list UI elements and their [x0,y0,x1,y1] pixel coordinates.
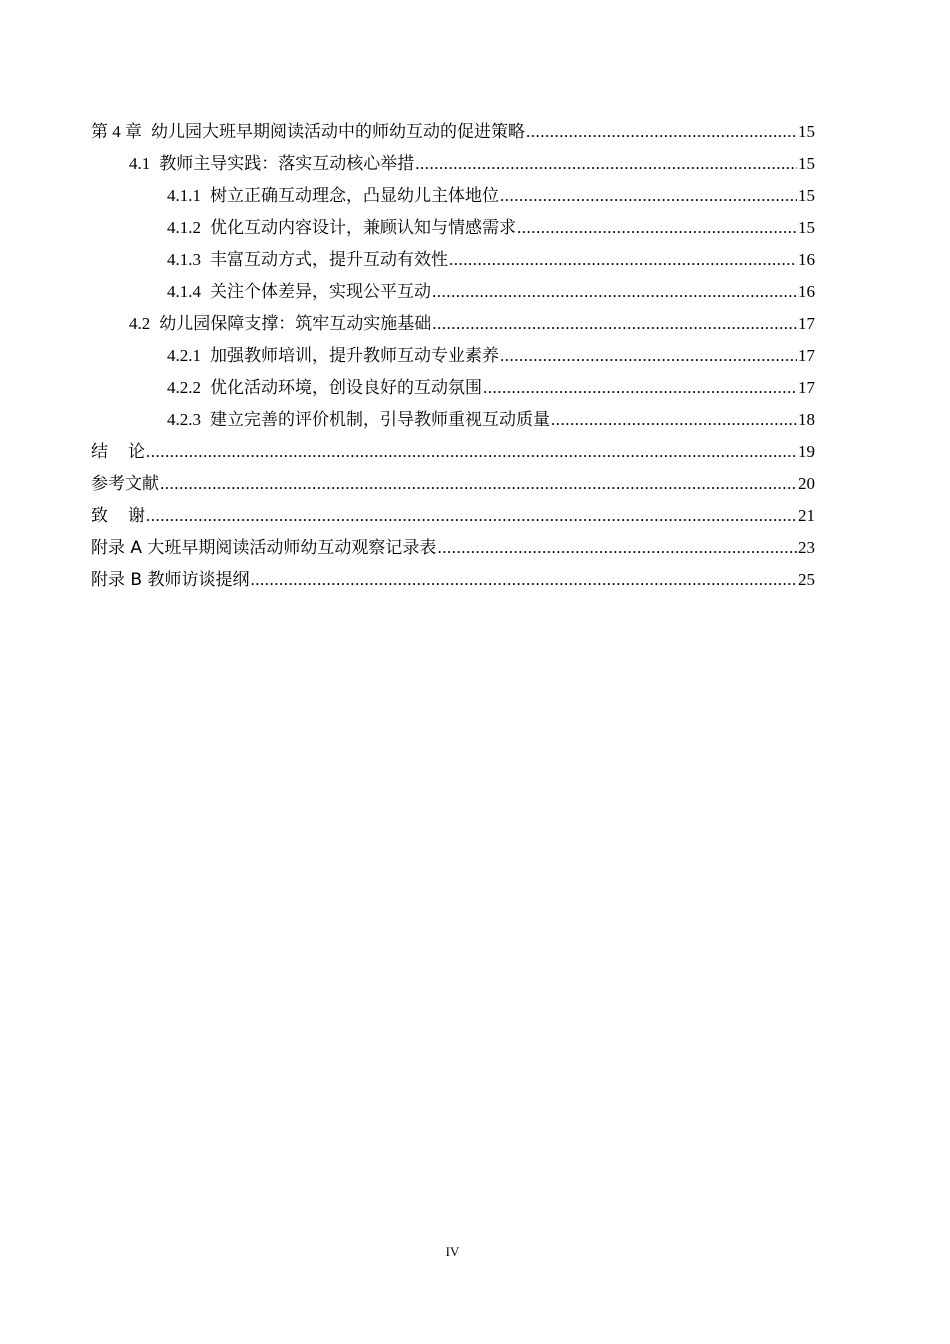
toc-entry-title: 建立完善的评价机制，引导教师重视互动质量 [210,410,550,430]
toc-entry-number: 4.2.2 [167,378,201,397]
toc-entry-title: 优化活动环境，创设良好的互动氛围 [210,378,482,398]
toc-entry-title: 教师主导实践：落实互动核心举措 [159,154,415,174]
toc-entry-title: 附录 B 教师访谈提纲 [91,570,250,590]
toc-entry-number: 4.1 [129,154,151,173]
toc-entry-title: 关注个体差异，实现公平互动 [210,282,431,302]
toc-entry-number: 4.1.3 [167,250,201,269]
toc-entry-page: 15 [798,122,815,141]
toc-entry-page: 15 [798,218,815,237]
toc-entry-4-2[interactable] [91,308,815,340]
toc-leader-dots [432,276,797,308]
toc-entry-conclusion[interactable] [91,436,815,468]
toc-entry-title: 幼儿园大班早期阅读活动中的师幼互动的促进策略 [151,122,525,142]
toc-entry-page: 25 [798,570,815,589]
toc-entry-title: 幼儿园保障支撑：筑牢互动实施基础 [159,314,432,334]
toc-entry-appendix-a[interactable] [91,532,815,564]
toc-entry-acknowledgements[interactable] [91,500,815,532]
toc-leader-dots [526,116,797,148]
toc-entry-number: 4.2.3 [167,410,201,429]
toc-entry-page: 23 [798,538,815,557]
toc-entry-page: 19 [798,442,815,461]
toc-entry-4-1[interactable] [91,148,815,180]
toc-entry-4-1-3[interactable] [91,244,815,276]
toc-entry-4-1-4[interactable] [91,276,815,308]
toc-leader-dots [500,340,797,372]
toc-entry-page: 20 [798,474,815,493]
toc-entry-title: 丰富互动方式，提升互动有效性 [210,250,448,270]
toc-entry-title: 优化互动内容设计，兼顾认知与情感需求 [210,218,516,238]
toc-entry-appendix-b[interactable] [91,564,815,596]
toc-entry-number: 4.1.2 [167,218,201,237]
toc-entry-number: 4.2 [129,314,151,333]
toc-leader-dots [449,244,797,276]
toc-entry-4-1-1[interactable] [91,180,815,212]
toc-entry-number: 4.1.1 [167,186,201,205]
table-of-contents [91,116,815,596]
toc-leader-dots [250,564,797,596]
toc-leader-dots [432,308,797,340]
toc-entry-page: 17 [798,378,815,397]
toc-entry-chapter-4[interactable] [91,116,815,148]
toc-entry-4-1-2[interactable] [91,212,815,244]
toc-leader-dots [483,372,797,404]
toc-entry-4-2-2[interactable] [91,372,815,404]
toc-entry-page: 16 [798,250,815,269]
toc-entry-title: 附录 A 大班早期阅读活动师幼互动观察记录表 [91,538,437,558]
page-number: IV [445,1244,460,1259]
toc-entry-references[interactable] [91,468,815,500]
toc-entry-page: 15 [798,186,815,205]
toc-entry-page: 16 [798,282,815,301]
toc-entry-page: 17 [798,346,815,365]
toc-leader-dots [551,404,797,436]
toc-leader-dots [146,500,797,532]
toc-entry-number: 第 4 章 [91,122,142,141]
toc-leader-dots [500,180,797,212]
toc-entry-number: 4.2.1 [167,346,201,365]
toc-entry-title: 加强教师培训，提升教师互动专业素养 [210,346,499,366]
toc-entry-title: 树立正确互动理念，凸显幼儿主体地位 [210,186,499,206]
toc-entry-title: 结论 [91,442,165,462]
toc-entry-page: 21 [798,506,815,525]
toc-leader-dots [517,212,797,244]
toc-entry-title: 参考文献 [91,474,159,494]
toc-leader-dots [437,532,797,564]
toc-leader-dots [160,468,797,500]
toc-entry-page: 18 [798,410,815,429]
toc-leader-dots [146,436,797,468]
toc-leader-dots [415,148,797,180]
toc-entry-page: 17 [798,314,815,333]
toc-entry-4-2-1[interactable] [91,340,815,372]
toc-entry-4-2-3[interactable] [91,404,815,436]
toc-entry-title: 致谢 [91,506,165,526]
toc-entry-page: 15 [798,154,815,173]
toc-entry-number: 4.1.4 [167,282,201,301]
